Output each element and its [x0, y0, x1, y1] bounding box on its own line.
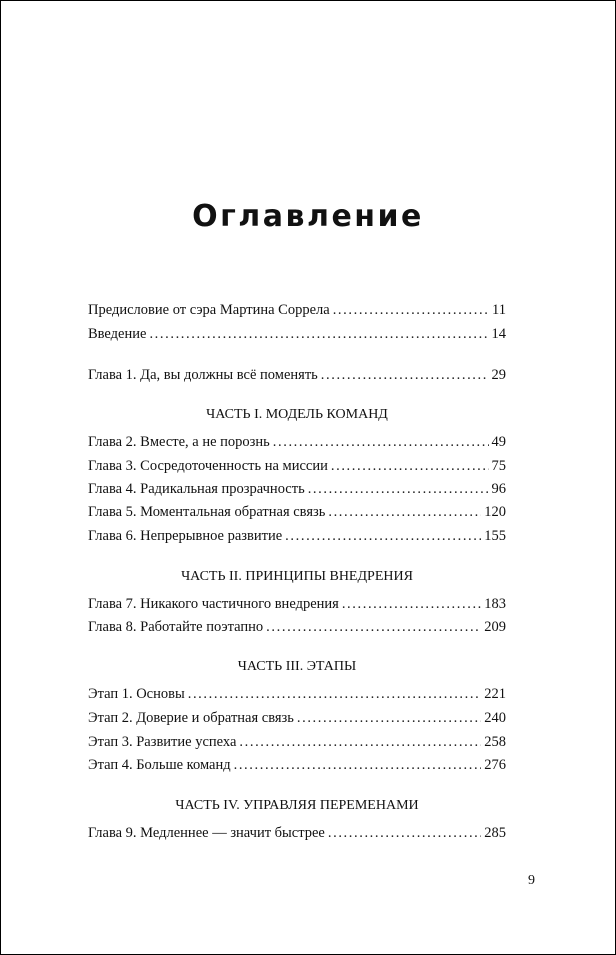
toc-entry-page: 240	[484, 710, 506, 726]
toc-entry-page: 49	[491, 434, 506, 450]
toc-entry-label: Этап 3. Развитие успеха	[88, 734, 237, 750]
toc-entry-page: 258	[484, 734, 506, 750]
toc-entry	[88, 301, 506, 319]
leader-dots	[308, 480, 489, 498]
toc-entry-page: 209	[484, 619, 506, 635]
toc-entry-label: Глава 4. Радикальная прозрачность	[88, 481, 305, 497]
toc-entry-label: Предисловие от сэра Мартина Соррела	[88, 302, 330, 318]
toc-entry-page: 120	[484, 504, 506, 520]
toc-entry	[88, 595, 506, 613]
toc-entry-label: Этап 1. Основы	[88, 686, 185, 702]
toc-entry	[88, 685, 506, 703]
leader-dots	[285, 527, 481, 545]
toc-entry	[88, 709, 506, 727]
toc-entry	[88, 325, 506, 343]
toc-entry-label: Глава 1. Да, вы должны всё поменять	[88, 367, 318, 383]
toc-entry-page: 11	[492, 302, 506, 318]
toc-entry-label: Глава 3. Сосредоточенность на миссии	[88, 458, 328, 474]
toc-entry-label: Этап 2. Доверие и обратная связь	[88, 710, 294, 726]
page-number: 9	[528, 873, 535, 888]
toc-entry-label: Глава 9. Медленнее — значит быстрее	[88, 825, 325, 841]
toc-entry-label: Глава 2. Вместе, а не порознь	[88, 434, 270, 450]
part-heading: ЧАСТЬ IV. УПРАВЛЯЯ ПЕРЕМЕНАМИ	[175, 798, 419, 813]
toc-entry	[88, 480, 506, 498]
toc-entry-page: 221	[484, 686, 506, 702]
leader-dots	[239, 733, 481, 751]
toc-entry-page: 285	[484, 825, 506, 841]
page-title: Оглавление	[192, 199, 424, 234]
toc-entry-page: 14	[491, 326, 506, 342]
toc-entry-label: Введение	[88, 326, 147, 342]
leader-dots	[297, 709, 481, 727]
toc-entry-label: Этап 4. Больше команд	[88, 757, 231, 773]
toc-entry-label: Глава 5. Моментальная обратная связь	[88, 504, 326, 520]
toc-entry	[88, 618, 506, 636]
leader-dots	[331, 457, 489, 475]
leader-dots	[149, 325, 488, 343]
leader-dots	[266, 618, 481, 636]
toc-entry	[88, 366, 506, 384]
leader-dots	[328, 824, 481, 842]
toc-entry-label: Глава 7. Никакого частичного внедрения	[88, 596, 339, 612]
part-heading: ЧАСТЬ III. ЭТАПЫ	[237, 659, 357, 674]
toc-entry-page: 96	[491, 481, 506, 497]
leader-dots	[273, 433, 489, 451]
toc-entry	[88, 457, 506, 475]
toc-entry-label: Глава 8. Работайте поэтапно	[88, 619, 264, 635]
leader-dots	[321, 366, 489, 384]
toc-entry	[88, 733, 506, 751]
leader-dots	[333, 301, 489, 319]
toc-entry	[88, 503, 506, 521]
part-heading: ЧАСТЬ I. МОДЕЛЬ КОМАНД	[206, 407, 388, 422]
toc-entry	[88, 756, 506, 774]
toc-entry-page: 29	[491, 367, 506, 383]
toc-entry	[88, 824, 506, 842]
leader-dots	[342, 595, 481, 613]
toc-entry	[88, 527, 506, 545]
toc-entry-page: 75	[491, 458, 506, 474]
leader-dots	[234, 756, 482, 774]
leader-dots	[188, 685, 482, 703]
toc-entry-page: 183	[484, 596, 506, 612]
toc-entry-label: Глава 6. Непрерывное развитие	[88, 528, 283, 544]
toc-entry	[88, 433, 506, 451]
leader-dots	[328, 503, 481, 521]
toc-entry-page: 155	[484, 528, 506, 544]
toc-entry-page: 276	[484, 757, 506, 773]
part-heading: ЧАСТЬ II. ПРИНЦИПЫ ВНЕДРЕНИЯ	[181, 569, 413, 584]
